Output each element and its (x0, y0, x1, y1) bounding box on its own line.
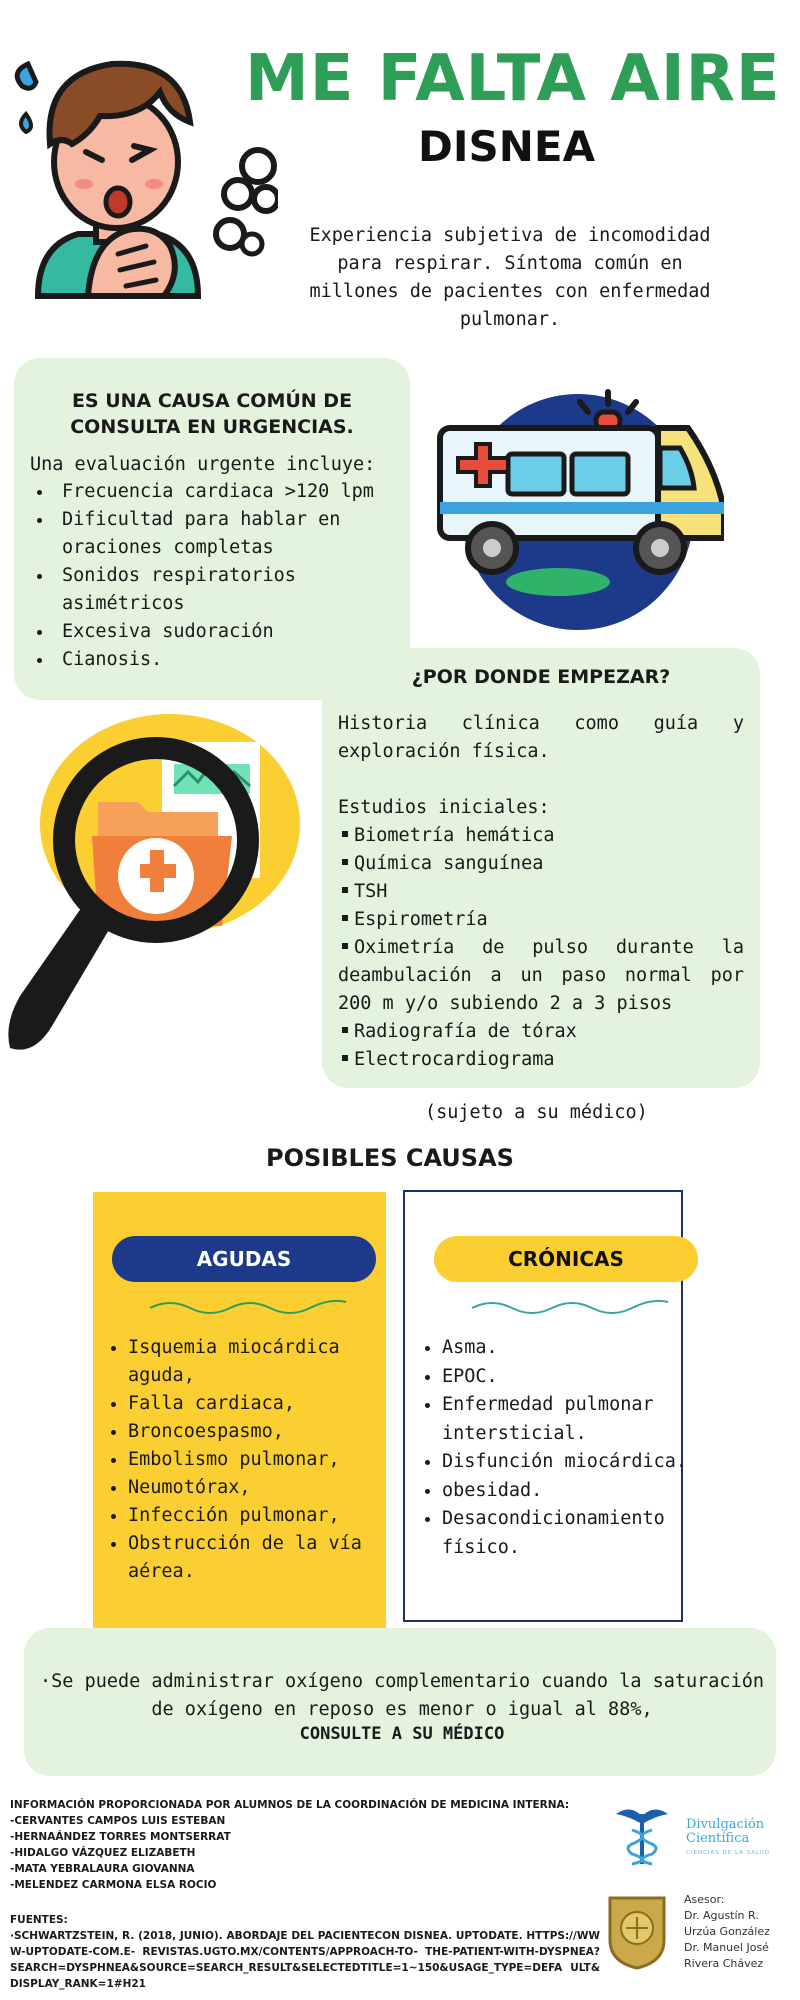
page-title: ME FALTA AIRE (245, 42, 781, 116)
credits-block (10, 1797, 570, 1893)
urgencias-heading: ES UNA CAUSA COMÚN DE CONSULTA EN URGENCIAS. (70, 390, 354, 438)
page-subtitle: DISNEA (418, 122, 596, 171)
asesor-block (684, 1892, 794, 1972)
author-name: -CERVANTES CAMPOS LUIS ESTEBAN (10, 1815, 226, 1827)
author-name: -MATA YEBRALAURA GIOVANNA (10, 1863, 195, 1875)
ambulance-icon (428, 362, 724, 632)
list-item: Espirometría (338, 906, 744, 934)
author-name: -MELENDEZ CARMONA ELSA ROCIO (10, 1879, 217, 1891)
list-item: • Frecuencia cardiaca >120 lpm (54, 478, 424, 506)
list-item: Oximetría de pulso durante la deambulación a un paso normal por 200 m y/o subiendo 2 a 3 pisos (338, 937, 744, 1014)
chronic-causes-list (416, 1334, 742, 1562)
asesor-name: Dr. Manuel José Rivera Chávez (684, 1941, 769, 1970)
cronicas-label: CRÓNICAS (434, 1236, 698, 1282)
list-item: • Embolismo pulmonar, (128, 1446, 408, 1474)
list-item: • obesidad. (442, 1477, 742, 1506)
list-item: • Isquemia miocárdica aguda, (128, 1334, 408, 1390)
list-item: • Cianosis. (54, 646, 424, 674)
author-name: -HIDALGO VÁZQUEZ ELIZABETH (10, 1847, 196, 1859)
credits-title: INFORMACIÓN PROPORCIONADA POR ALUMNOS DE LA COORDINACIÓN DE MEDICINA INTERNA: (10, 1799, 570, 1811)
agudas-label: AGUDAS (112, 1236, 376, 1282)
caduceus-icon (612, 1800, 672, 1868)
list-item: • Enfermedad pulmonar intersticial. (442, 1391, 742, 1448)
list-item: TSH (338, 878, 744, 906)
list-item: Electrocardiograma (338, 1046, 744, 1074)
list-item: • Broncoespasmo, (128, 1418, 408, 1446)
oxygen-callout: CONSULTE A SU MÉDICO (299, 1724, 505, 1744)
sources-block (10, 1912, 600, 1992)
list-item: • Asma. (442, 1334, 742, 1363)
empezar-card (322, 648, 760, 1088)
sources-text: ·SCHWARTZSTEIN, R. (2018, JUNIO). ABORDAJE DEL PACIENTECON DISNEA. UPTODATE. HTTPS://WWW-UPTODATE-COM.E- REVISTAS.UGTO.MX/CONTENTS/APPROACH-TO- THE-PATIENT-WITH-DYSPNEA? SEARCH=DYSPHNEA&SOURCE=SEARCH_RESULT&SELECTEDTITLE=1~150&USAGE_TYPE=DEFA ULT&DISPLAY_RANK=1#H21 (10, 1930, 600, 1990)
studies-title: Estudios iniciales: (338, 797, 550, 818)
person-coughing-icon (8, 34, 278, 304)
divulgacion-logo: Divulgación Científica CIENCIAS DE LA SALUD (686, 1817, 771, 1856)
list-item: • EPOC. (442, 1363, 742, 1392)
urgencias-list (30, 478, 424, 674)
university-seal-icon (604, 1890, 670, 1970)
list-item: • Excesiva sudoración (54, 618, 424, 646)
author-name: -HERNAÁNDEZ TORRES MONTSERRAT (10, 1831, 231, 1843)
asesor-name: Dr. Agustín R. Urzúa González (684, 1909, 770, 1938)
empezar-content (338, 710, 744, 1074)
list-item: • Neumotórax, (128, 1474, 408, 1502)
list-item: • Dificultad para hablar en oraciones completas (54, 506, 424, 562)
list-item: Radiografía de tórax (338, 1018, 744, 1046)
asesor-label: Asesor: (684, 1893, 725, 1906)
note-text: (sujeto a su médico) (425, 1102, 648, 1123)
oxygen-text: ·Se puede administrar oxígeno complementario cuando la saturación de oxígeno en reposo es menor o igual al 88%, (40, 1671, 764, 1720)
intro-text: Experiencia subjetiva de incomodidad para respirar. Síntoma común en millones de pacientes con enfermedad pulmonar. (309, 225, 711, 330)
empezar-paragraph: Historia clínica como guía y exploración física. (338, 713, 744, 762)
list-item: Biometría hemática (338, 822, 744, 850)
wave-divider-icon (470, 1292, 670, 1316)
list-item: • Desacondicionamiento físico. (442, 1505, 742, 1562)
acute-causes-list (100, 1334, 408, 1586)
causes-title: POSIBLES CAUSAS (266, 1144, 514, 1172)
empezar-heading: ¿POR DONDE EMPEZAR? (411, 666, 671, 688)
magnifier-medical-folder-icon (0, 706, 320, 1086)
urgencias-lead: Una evaluación urgente incluye: (30, 454, 376, 475)
list-item: • Falla cardiaca, (128, 1390, 408, 1418)
list-item: • Sonidos respiratorios asimétricos (54, 562, 424, 618)
list-item: • Disfunción miocárdica. (442, 1448, 742, 1477)
wave-divider-icon (148, 1292, 348, 1316)
sources-title: FUENTES: (10, 1914, 68, 1926)
list-item: Química sanguínea (338, 850, 744, 878)
list-item: • Obstrucción de la vía aérea. (128, 1530, 408, 1586)
list-item: • Infección pulmonar, (128, 1502, 408, 1530)
